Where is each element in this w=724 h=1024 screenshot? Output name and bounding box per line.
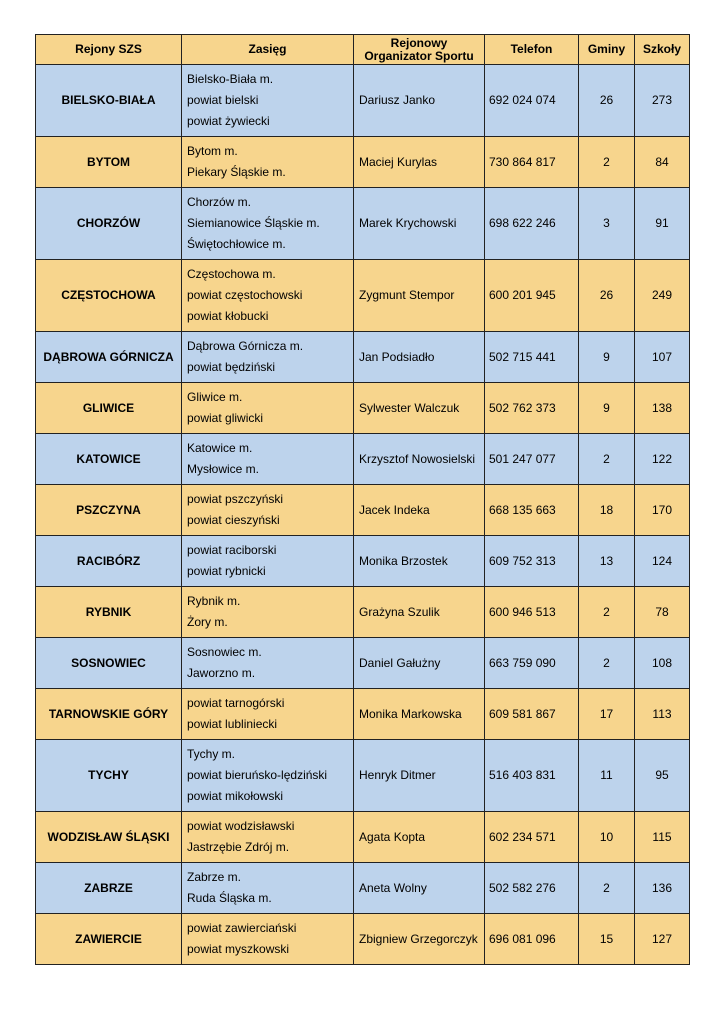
schools-cell: 78 xyxy=(635,587,690,638)
range-line: Tychy m. xyxy=(187,747,236,761)
gminy-cell: 11 xyxy=(579,740,635,812)
region-name-cell: KATOWICE xyxy=(36,434,182,485)
range-line: powiat raciborski xyxy=(187,543,277,557)
gminy-cell: 2 xyxy=(579,863,635,914)
organizer-cell: Jan Podsiadło xyxy=(354,332,485,383)
organizer-cell: Daniel Gałużny xyxy=(354,638,485,689)
gminy-cell: 2 xyxy=(579,638,635,689)
range-line: powiat częstochowski xyxy=(187,288,303,302)
gminy-cell: 2 xyxy=(579,137,635,188)
range-line: Jaworzno m. xyxy=(187,666,256,680)
organizer-cell: Grażyna Szulik xyxy=(354,587,485,638)
range-cell xyxy=(182,332,354,383)
phone-cell: 692 024 074 xyxy=(485,65,579,137)
range-cell xyxy=(182,740,354,812)
organizer-cell: Sylwester Walczuk xyxy=(354,383,485,434)
schools-cell: 113 xyxy=(635,689,690,740)
phone-cell: 516 403 831 xyxy=(485,740,579,812)
range-line: Dąbrowa Górnicza m. xyxy=(187,339,304,353)
range-line: Ruda Śląska m. xyxy=(187,891,272,905)
range-line: powiat wodzisławski xyxy=(187,819,295,833)
range-cell xyxy=(182,65,354,137)
gminy-cell: 9 xyxy=(579,332,635,383)
phone-cell: 502 582 276 xyxy=(485,863,579,914)
organizer-cell: Marek Krychowski xyxy=(354,188,485,260)
gminy-cell: 2 xyxy=(579,434,635,485)
phone-cell: 502 762 373 xyxy=(485,383,579,434)
range-line: Piekary Śląskie m. xyxy=(187,165,286,179)
header-phone: Telefon xyxy=(485,35,579,65)
region-name-cell: CHORZÓW xyxy=(36,188,182,260)
range-line: Siemianowice Śląskie m. xyxy=(187,216,320,230)
phone-cell: 502 715 441 xyxy=(485,332,579,383)
schools-cell: 107 xyxy=(635,332,690,383)
table-row xyxy=(36,740,690,812)
range-line: Częstochowa m. xyxy=(187,267,276,281)
organizer-cell: Dariusz Janko xyxy=(354,65,485,137)
organizer-cell: Zygmunt Stempor xyxy=(354,260,485,332)
range-line: powiat cieszyński xyxy=(187,513,280,527)
schools-cell: 108 xyxy=(635,638,690,689)
schools-cell: 249 xyxy=(635,260,690,332)
gminy-cell: 26 xyxy=(579,260,635,332)
range-line: Zabrze m. xyxy=(187,870,242,884)
phone-cell: 600 946 513 xyxy=(485,587,579,638)
range-cell xyxy=(182,587,354,638)
table-row xyxy=(36,485,690,536)
range-cell xyxy=(182,689,354,740)
schools-cell: 115 xyxy=(635,812,690,863)
region-name-cell: GLIWICE xyxy=(36,383,182,434)
range-line: Świętochłowice m. xyxy=(187,237,286,251)
region-name-cell: TARNOWSKIE GÓRY xyxy=(36,689,182,740)
gminy-cell: 17 xyxy=(579,689,635,740)
gminy-cell: 2 xyxy=(579,587,635,638)
organizer-cell: Aneta Wolny xyxy=(354,863,485,914)
range-line: powiat kłobucki xyxy=(187,309,269,323)
range-line: powiat rybnicki xyxy=(187,564,266,578)
header-schools: Szkoły xyxy=(635,35,690,65)
header-gminy: Gminy xyxy=(579,35,635,65)
header-organizer-line1: Rejonowy xyxy=(390,35,448,50)
table-row xyxy=(36,863,690,914)
range-line: powiat gliwicki xyxy=(187,411,264,425)
range-line: Chorzów m. xyxy=(187,195,252,209)
table-row xyxy=(36,188,690,260)
table-row xyxy=(36,812,690,863)
regions-table xyxy=(35,34,690,965)
range-cell xyxy=(182,260,354,332)
region-name-cell: DĄBROWA GÓRNICZA xyxy=(36,332,182,383)
organizer-cell: Zbigniew Grzegorczyk xyxy=(354,914,485,965)
schools-cell: 95 xyxy=(635,740,690,812)
range-line: powiat pszczyński xyxy=(187,492,284,506)
header-organizer xyxy=(354,35,485,65)
phone-cell: 600 201 945 xyxy=(485,260,579,332)
table-row xyxy=(36,587,690,638)
table-row xyxy=(36,536,690,587)
range-line: Katowice m. xyxy=(187,441,253,455)
region-name-cell: RACIBÓRZ xyxy=(36,536,182,587)
header-organizer-line2: Organizator Sportu xyxy=(364,48,474,63)
phone-cell: 663 759 090 xyxy=(485,638,579,689)
range-line: powiat bielski xyxy=(187,93,259,107)
table-row xyxy=(36,260,690,332)
table-row xyxy=(36,332,690,383)
range-line: powiat bieruńsko-lędziński xyxy=(187,768,328,782)
table-body xyxy=(36,65,690,965)
table-row xyxy=(36,689,690,740)
schools-cell: 122 xyxy=(635,434,690,485)
phone-cell: 602 234 571 xyxy=(485,812,579,863)
range-line: Bytom m. xyxy=(187,144,238,158)
phone-cell: 609 581 867 xyxy=(485,689,579,740)
header-range: Zasięg xyxy=(182,35,354,65)
range-cell xyxy=(182,383,354,434)
range-line: Jastrzębie Zdrój m. xyxy=(187,840,290,854)
region-name-cell: TYCHY xyxy=(36,740,182,812)
table-row xyxy=(36,914,690,965)
table-row xyxy=(36,383,690,434)
organizer-cell: Jacek Indeka xyxy=(354,485,485,536)
table-row xyxy=(36,65,690,137)
range-cell xyxy=(182,914,354,965)
range-cell xyxy=(182,434,354,485)
region-name-cell: RYBNIK xyxy=(36,587,182,638)
range-line: Mysłowice m. xyxy=(187,462,260,476)
range-line: Żory m. xyxy=(187,615,228,629)
range-line: powiat zawierciański xyxy=(187,921,297,935)
gminy-cell: 10 xyxy=(579,812,635,863)
region-name-cell: ZABRZE xyxy=(36,863,182,914)
range-cell xyxy=(182,863,354,914)
range-line: powiat mikołowski xyxy=(187,789,284,803)
schools-cell: 84 xyxy=(635,137,690,188)
schools-cell: 91 xyxy=(635,188,690,260)
region-name-cell: ZAWIERCIE xyxy=(36,914,182,965)
range-cell xyxy=(182,485,354,536)
schools-cell: 273 xyxy=(635,65,690,137)
range-line: powiat tarnogórski xyxy=(187,696,285,710)
range-line: powiat będziński xyxy=(187,360,276,374)
phone-cell: 501 247 077 xyxy=(485,434,579,485)
range-line: powiat żywiecki xyxy=(187,114,270,128)
region-name-cell: CZĘSTOCHOWA xyxy=(36,260,182,332)
phone-cell: 696 081 096 xyxy=(485,914,579,965)
organizer-cell: Monika Brzostek xyxy=(354,536,485,587)
region-name-cell: BIELSKO-BIAŁA xyxy=(36,65,182,137)
organizer-cell: Krzysztof Nowosielski xyxy=(354,434,485,485)
gminy-cell: 18 xyxy=(579,485,635,536)
range-line: Gliwice m. xyxy=(187,390,243,404)
table-row xyxy=(36,434,690,485)
organizer-cell: Maciej Kurylas xyxy=(354,137,485,188)
gminy-cell: 15 xyxy=(579,914,635,965)
gminy-cell: 9 xyxy=(579,383,635,434)
range-line: powiat lubliniecki xyxy=(187,717,278,731)
phone-cell: 698 622 246 xyxy=(485,188,579,260)
region-name-cell: SOSNOWIEC xyxy=(36,638,182,689)
range-cell xyxy=(182,812,354,863)
table-row xyxy=(36,137,690,188)
schools-cell: 136 xyxy=(635,863,690,914)
phone-cell: 609 752 313 xyxy=(485,536,579,587)
schools-cell: 127 xyxy=(635,914,690,965)
table-header-row xyxy=(36,35,690,65)
range-line: powiat myszkowski xyxy=(187,942,290,956)
region-name-cell: BYTOM xyxy=(36,137,182,188)
gminy-cell: 3 xyxy=(579,188,635,260)
table-row xyxy=(36,638,690,689)
range-line: Rybnik m. xyxy=(187,594,241,608)
organizer-cell: Monika Markowska xyxy=(354,689,485,740)
region-name-cell: WODZISŁAW ŚLĄSKI xyxy=(36,812,182,863)
range-cell xyxy=(182,188,354,260)
organizer-cell: Henryk Ditmer xyxy=(354,740,485,812)
gminy-cell: 26 xyxy=(579,65,635,137)
range-cell xyxy=(182,536,354,587)
phone-cell: 668 135 663 xyxy=(485,485,579,536)
schools-cell: 138 xyxy=(635,383,690,434)
range-cell xyxy=(182,638,354,689)
region-name-cell: PSZCZYNA xyxy=(36,485,182,536)
gminy-cell: 13 xyxy=(579,536,635,587)
phone-cell: 730 864 817 xyxy=(485,137,579,188)
range-line: Sosnowiec m. xyxy=(187,645,262,659)
range-line: Bielsko-Biała m. xyxy=(187,72,274,86)
range-cell xyxy=(182,137,354,188)
schools-cell: 170 xyxy=(635,485,690,536)
organizer-cell: Agata Kopta xyxy=(354,812,485,863)
schools-cell: 124 xyxy=(635,536,690,587)
header-region: Rejony SZS xyxy=(36,35,182,65)
